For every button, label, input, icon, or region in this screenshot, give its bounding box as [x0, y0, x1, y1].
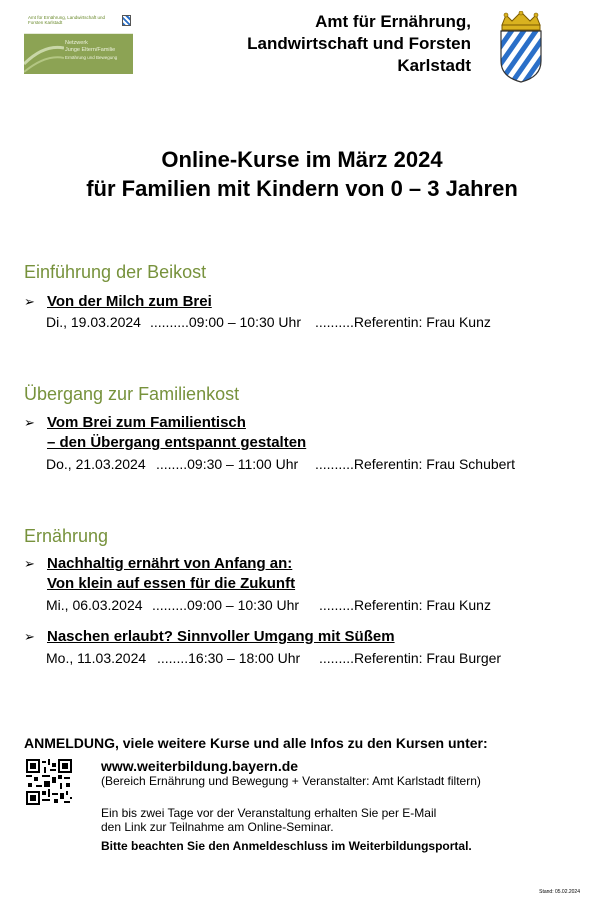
registration-filter-note: (Bereich Ernährung und Bewegung + Veranstalter: Amt Karlstadt filtern): [101, 774, 481, 788]
registration-info: [101, 806, 436, 834]
registration-info-line-1: Ein bis zwei Tage vor der Veranstaltung erhalten Sie per E-Mail: [101, 806, 437, 820]
section-heading-family-food: Übergang zur Familienkost: [24, 384, 240, 404]
office-name: [247, 11, 471, 77]
course-speaker: ..........Referentin: Frau Schubert: [315, 456, 515, 472]
bullet-arrow-icon: ➢: [24, 415, 35, 430]
bavaria-crest-icon: [498, 11, 544, 83]
course-speaker: ..........Referentin: Frau Kunz: [315, 314, 491, 330]
mini-crest-icon: [122, 15, 131, 26]
bullet-arrow-icon: ➢: [24, 629, 35, 644]
course-title-line-2: Von klein auf essen für die Zukunft: [47, 575, 296, 592]
qr-code-icon[interactable]: [26, 759, 72, 805]
section-heading-complementary-food: Einführung der Beikost: [24, 262, 207, 282]
course-time: ........09:30 – 11:00 Uhr: [156, 456, 299, 472]
course-title-line-2: – den Übergang entspannt gestalten: [47, 434, 307, 451]
registration-deadline: Bitte beachten Sie den Anmeldeschluss im Weiterbildungsportal.: [101, 839, 472, 853]
course-time: ..........09:00 – 10:30 Uhr: [150, 314, 301, 330]
title-line-2: für Familien mit Kindern von 0 – 3 Jahren: [86, 176, 518, 201]
section-heading-nutrition: Ernährung: [24, 526, 109, 546]
stand-date: Stand: 05.02.2024: [539, 889, 580, 895]
course-title-line-1: Vom Brei zum Familientisch: [47, 414, 246, 431]
course-title: Naschen erlaubt? Sinnvoller Umgang mit Süßem: [47, 628, 395, 645]
course-time: .........09:00 – 10:30 Uhr: [152, 597, 300, 613]
title-line-1: Online-Kurse im März 2024: [161, 147, 443, 172]
logo-top-band: [24, 13, 133, 34]
registration-info-line-2: den Link zur Teilnahme am Online-Seminar.: [101, 820, 334, 834]
registration-url-link[interactable]: www.weiterbildung.bayern.de: [101, 758, 299, 774]
logo-green-band: [24, 34, 133, 74]
course-speaker: .........Referentin: Frau Kunz: [319, 597, 491, 613]
course-date: Mo., 11.03.2024: [46, 650, 147, 666]
page-title: [0, 145, 604, 203]
course-date: Di., 19.03.2024: [46, 314, 141, 330]
course-date: Mi., 06.03.2024: [46, 597, 143, 613]
course-title-line-1: Nachhaltig ernährt von Anfang an:: [47, 555, 293, 572]
bullet-arrow-icon: ➢: [24, 556, 35, 571]
bullet-arrow-icon: ➢: [24, 294, 35, 309]
course-date: Do., 21.03.2024: [46, 456, 146, 472]
registration-heading: ANMELDUNG, viele weitere Kurse und alle Infos zu den Kursen unter:: [24, 735, 488, 751]
office-line-2: Landwirtschaft und Forsten: [247, 34, 471, 53]
logo-line-families: Junge Eltern/Familie: [65, 47, 116, 53]
office-line-1: Amt für Ernährung,: [315, 12, 471, 31]
network-logo: [24, 13, 133, 74]
logo-line-nutrition: Ernährung und Bewegung: [65, 55, 118, 60]
logo-swoosh-icon: [24, 34, 64, 74]
course-time: ........16:30 – 18:00 Uhr: [157, 650, 301, 666]
course-title: Von der Milch zum Brei: [47, 293, 212, 310]
office-line-3: Karlstadt: [397, 56, 471, 75]
course-speaker: .........Referentin: Frau Burger: [319, 650, 502, 666]
logo-line-network: Netzwerk: [65, 40, 88, 46]
logo-small-text: Amt für Ernährung, Landwirtschaft und Forsten Karlstadt: [28, 15, 106, 25]
